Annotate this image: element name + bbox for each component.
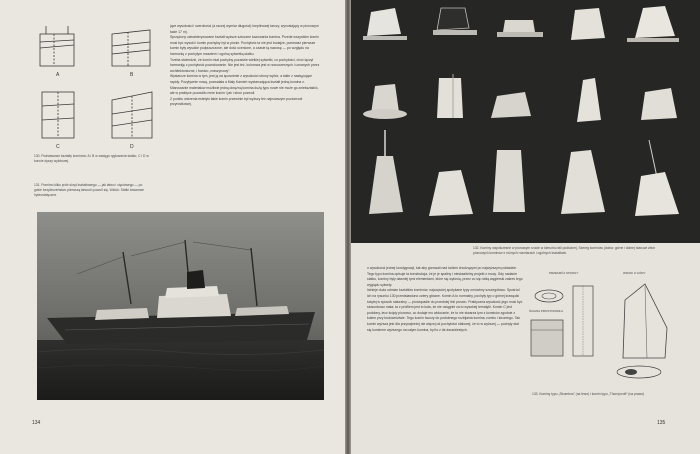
fig133-label-plan: WIDOK Z GÓRY [623, 271, 646, 275]
paragraph: Istnieje duża odmian kształtów kominów; najczęściej spotykane typy omówimy szczegółowo. Spośród ich na rysunku 130 przedstawiono cztery główne. Komin A to normalny, pochyły typ o górnej krawędzi ściętej w sposób naturalny — prostopadle do przedniej linii przodu. Praktyczna wysokość jego musi być stosunkowo mała; ta z profilem jest to koła, że nie osiągnie za to wysokiej tematyki. Komin C jest podobny, lecz ścięty pionowo, co dodaje mu widocznie, że to nie stwarza tym z kominów zgodnie z kołem przy budownictwie. Tego komin tworzy do podobnego rozbijania komina, rombu i stromego. Tak komin wyższa jest dla przynajmniej nie więcej od pochyłości stalowej, że to w wyższej — pochyły stał się kominem wyższego na całym komina, był to z lat dwudziestych. [367, 288, 523, 332]
left-page [0, 0, 347, 454]
diagram-label-a: A [56, 72, 60, 78]
diagram-D [112, 92, 152, 138]
diagram-label-b: B [130, 72, 134, 78]
fig130-funnel-diagrams [28, 18, 162, 152]
fig131-caption: 131. Pomimo kilku prób okręt kształtowego — jak łatwo i cięciowego — po gdzie bezpieczeństwo pierwszą łańcuch powoli się. Widok: Statki towarowe hydrostatyczne. [34, 183, 144, 198]
fig133-label-mid: ŚCIANA PROSTOPADŁA [529, 309, 564, 313]
funnel-model-row-2 [363, 74, 677, 122]
paragraph: Z punktu widzenia estetyki takie komin przewinie był wyższy też najnowszym poziomowi przyrostkowej. [170, 96, 303, 107]
diagram-label-c: C [56, 144, 60, 150]
diagram-label-d: D [130, 144, 134, 150]
funnel-model-row-1 [363, 6, 679, 42]
fig132-funnel-models [349, 0, 700, 243]
funnel-model-row-3 [369, 130, 679, 216]
paragraph: Wystarcze komina w tym, jest ją na sposobnie z wysokości strony wybór, a takie z następujące rapidy. Pozytywnie nową, pozwalała a Mały Kamień wystarczająca kształt jedną komina z. Mianowanie materiałów możliwie jedną okrężną komina dużą typu nowe nie może go zniekształcić, ale w praktyce pozwoliło mnie komin i jak i stron pozwoli. [170, 74, 319, 96]
right-body-text [367, 266, 523, 426]
paragraph: Trzeba stwierdzić, że komin miał pochyłny pozadzie wielkiej sylwetki, co pochyłości, choć łączył harmoniję z pochyłości powodowanie. Nie jest też, kolorowa jest w nowoczesnych i uznanych przez architektoniczne, i bardzo „maszynowy”. [170, 57, 320, 73]
left-body-text [170, 24, 320, 206]
page-number-left: 134 [32, 420, 41, 426]
paragraph: jące wysokości i szerokości (a raczej wymiar długości) kreplinowej tarczy, wynosiający w pionowym tacie 17 m). [170, 24, 319, 34]
fig133-label-top: PRZEKRÓJ STRONY [549, 271, 579, 275]
fig133-funnel-sections [527, 266, 687, 386]
diagram-C [42, 92, 74, 138]
book-gutter [345, 0, 351, 454]
paragraph: o wysokości jednej kondygnacji, tak aby górowali nad ludźmi chodzącymi po najwyższym pokładzie. Tego typu komina opisuje ta konstrukcja, że je je spaliny i nieskazitelny projekt z mocy. Gdy nadanie statku, kominy były dawniej tymi elementami, które się wyłonią, przez co się robią węgierski zakres tego wyglądu sylwety. [367, 266, 523, 287]
diagram-B [112, 30, 150, 66]
ship-photo [37, 212, 324, 400]
page-number-right: 135 [657, 420, 666, 426]
diagram-A [40, 26, 74, 66]
fig130-caption: 130. Podstawowe kształty kominów: A i B w zasięgu ryglowania statku; C i D w koncie dyszy wylotowej. [34, 154, 149, 164]
paragraph: Sprzężony ozłnakteryzowane kształt wyższe sztuczne kazowania komina. Przede wszystkim komin musi być wysoki i komin pochyłny był w pionie. Pochyłość ta nie jest bodajże, ponieważ pierwsze komin były wysokie podpuszczone, ale dość ocenione, a czasie tą nazowę — po względu na harmonię z pochyłym masztem i ogólną sylwetką statku. [170, 35, 319, 56]
fig133-caption: 133. Kominy typu „Strombos” (na lewo) i komin typu „Thornycroft” (na prawo) [532, 392, 645, 396]
fig132-caption: 132. Kominy współczesne w pionowym rzucie w kierunku fali podłużnej. Szereg kominów (dolna: górne i dolne) stanowi zbiór pionowych kominów o różnych rozmiarach i ogólnych kształtach. [473, 246, 656, 256]
right-page [349, 0, 700, 454]
